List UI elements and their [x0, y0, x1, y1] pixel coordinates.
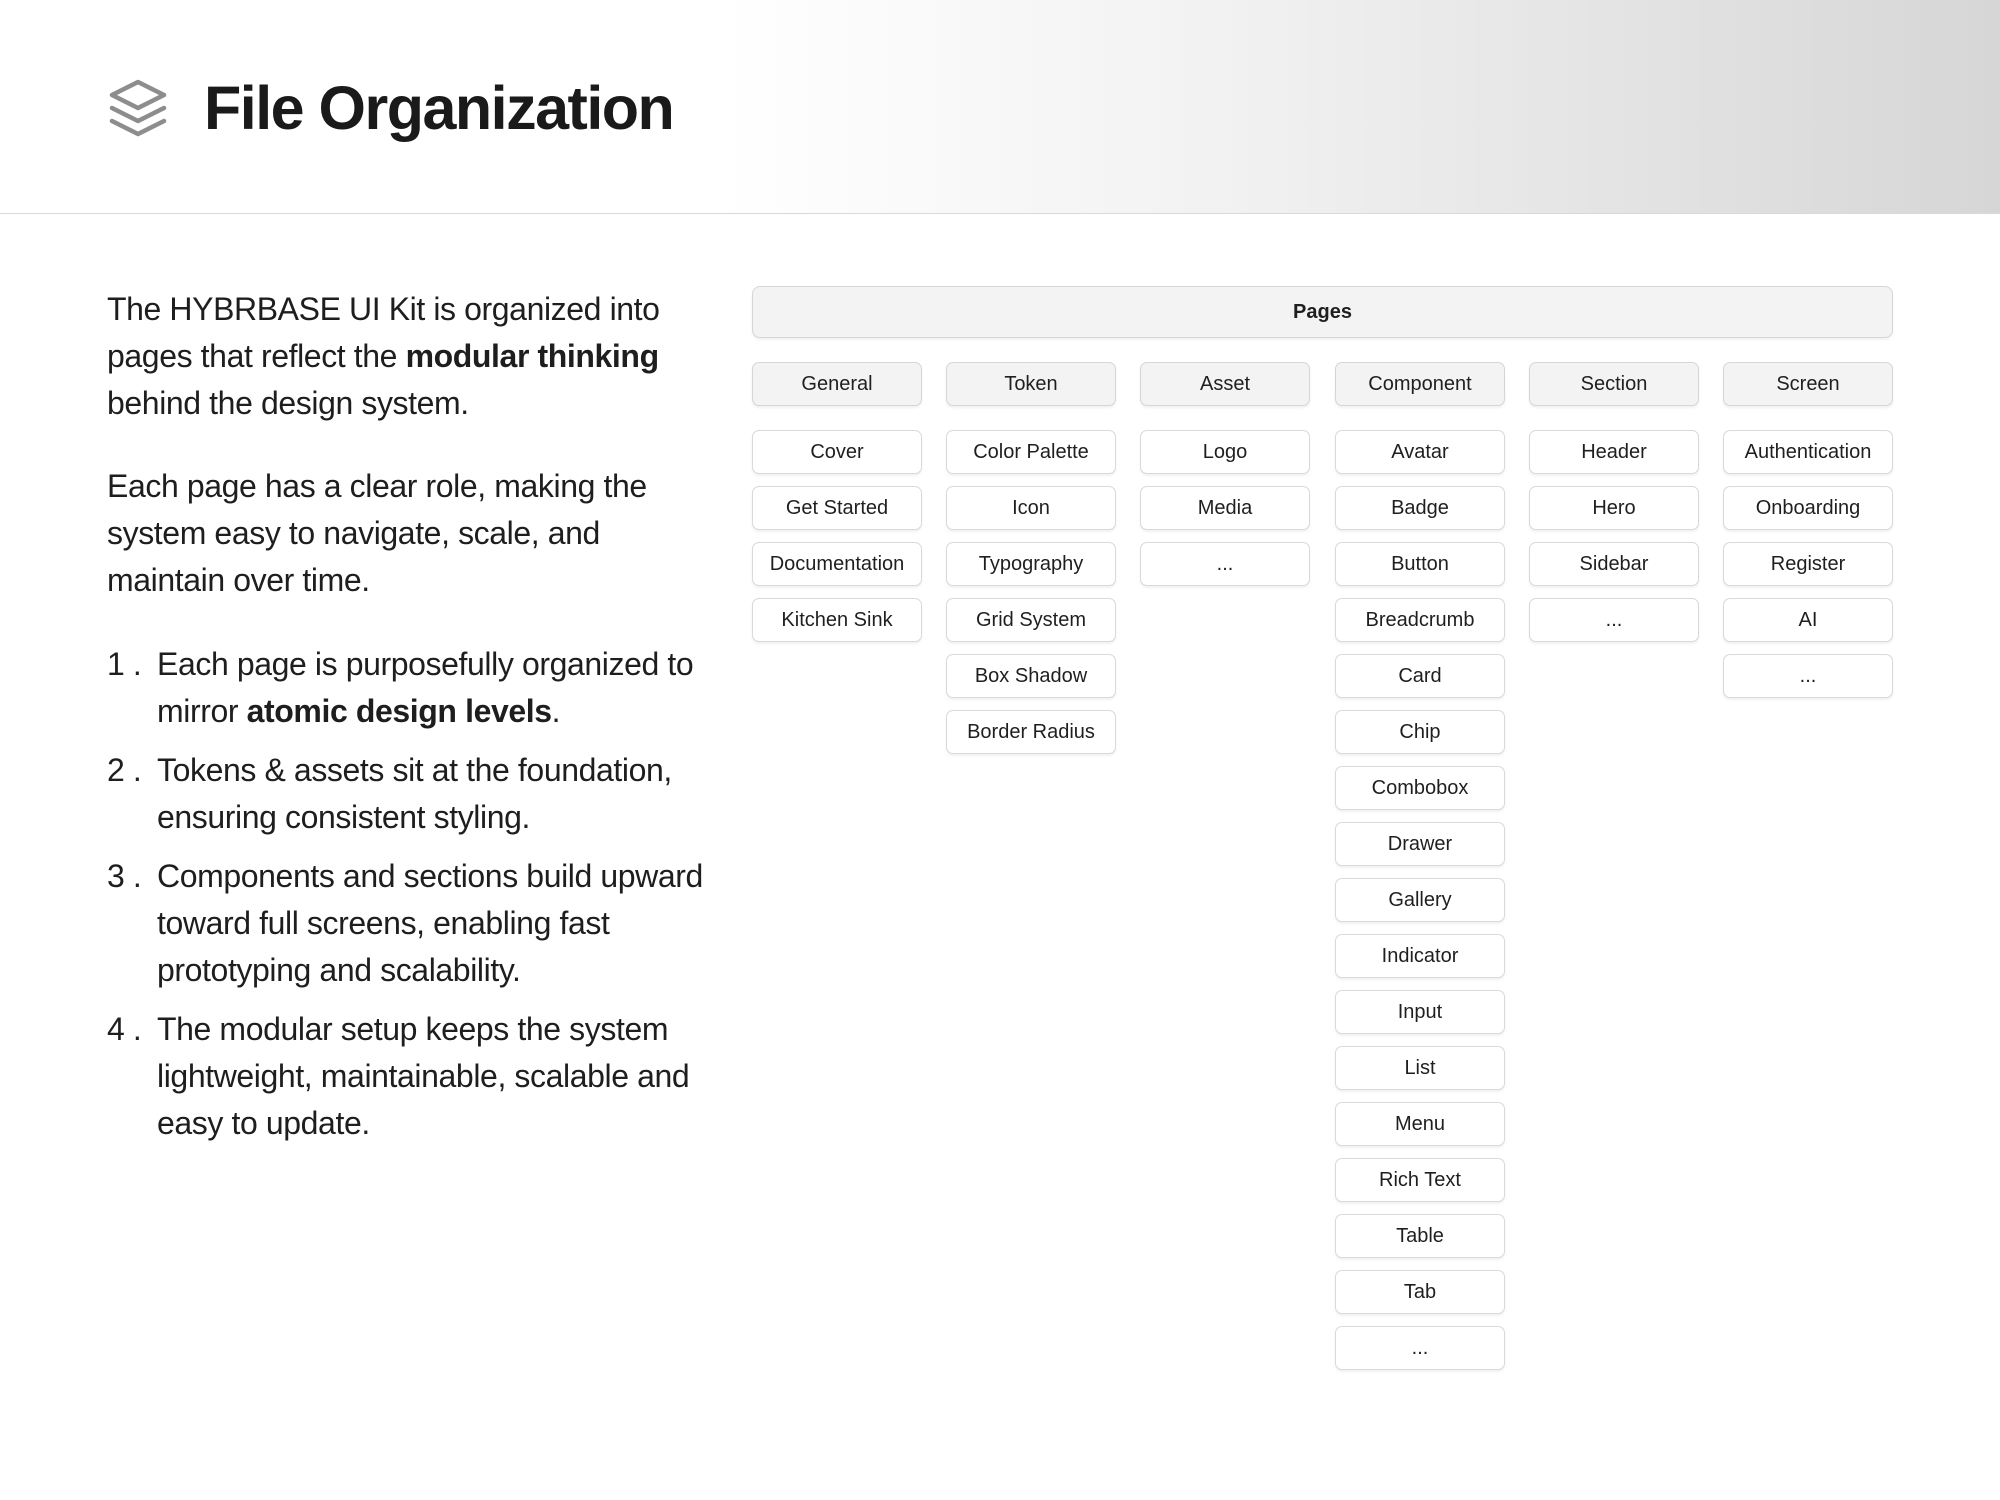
page-node: Box Shadow — [946, 654, 1116, 698]
page-node: Input — [1335, 990, 1505, 1034]
page-node: Cover — [752, 430, 922, 474]
step-text: Each page is purposefully organized to mirror atomic design levels. — [157, 646, 694, 729]
page-node: ... — [1723, 654, 1893, 698]
step-item — [107, 853, 707, 994]
intro-section — [107, 286, 707, 1159]
page-node: Get Started — [752, 486, 922, 530]
step-number: 4 . — [107, 1011, 142, 1047]
step-item — [107, 747, 707, 841]
column-general — [752, 362, 922, 654]
page-node: Gallery — [1335, 878, 1505, 922]
page-node: Onboarding — [1723, 486, 1893, 530]
category-node: General — [752, 362, 922, 406]
category-node: Asset — [1140, 362, 1310, 406]
page-node: Icon — [946, 486, 1116, 530]
pages-diagram — [752, 286, 1893, 1371]
page-node: Sidebar — [1529, 542, 1699, 586]
page-node: Combobox — [1335, 766, 1505, 810]
pages-root-node: Pages — [752, 286, 1893, 338]
page-node: Badge — [1335, 486, 1505, 530]
page-node: Color Palette — [946, 430, 1116, 474]
intro-paragraph: The HYBRBASE UI Kit is organized into pages that reflect the modular thinking behind the design system. — [107, 291, 660, 421]
column-component — [1335, 362, 1505, 1382]
page-node: Hero — [1529, 486, 1699, 530]
layers-icon — [107, 78, 169, 138]
column-screen — [1723, 362, 1893, 710]
page-node: Avatar — [1335, 430, 1505, 474]
step-text: The modular setup keeps the system lightweight, maintainable, scalable and easy to update. — [157, 1011, 690, 1141]
column-section — [1529, 362, 1699, 654]
category-node: Section — [1529, 362, 1699, 406]
page-header — [0, 0, 2000, 214]
page-node: Documentation — [752, 542, 922, 586]
step-number: 2 . — [107, 752, 142, 788]
steps-list — [107, 641, 707, 1147]
page-node: Border Radius — [946, 710, 1116, 754]
step-number: 3 . — [107, 858, 142, 894]
category-node: Token — [946, 362, 1116, 406]
page-node: Menu — [1335, 1102, 1505, 1146]
page-node: AI — [1723, 598, 1893, 642]
page-node: Kitchen Sink — [752, 598, 922, 642]
step-item — [107, 641, 707, 735]
page-node: Button — [1335, 542, 1505, 586]
page-node: Table — [1335, 1214, 1505, 1258]
page-node: Chip — [1335, 710, 1505, 754]
role-paragraph: Each page has a clear role, making the system easy to navigate, scale, and maintain over time. — [107, 468, 647, 598]
page-node: Drawer — [1335, 822, 1505, 866]
page-node: Register — [1723, 542, 1893, 586]
category-node: Component — [1335, 362, 1505, 406]
page-title: File Organization — [204, 74, 674, 142]
column-asset — [1140, 362, 1310, 598]
page-node: Card — [1335, 654, 1505, 698]
page-node: ... — [1140, 542, 1310, 586]
page-node: Authentication — [1723, 430, 1893, 474]
column-token — [946, 362, 1116, 766]
page-node: Tab — [1335, 1270, 1505, 1314]
page-node: Logo — [1140, 430, 1310, 474]
category-node: Screen — [1723, 362, 1893, 406]
page-node: Rich Text — [1335, 1158, 1505, 1202]
page-node: ... — [1335, 1326, 1505, 1370]
page-node: Grid System — [946, 598, 1116, 642]
page-node: Indicator — [1335, 934, 1505, 978]
step-text: Tokens & assets sit at the foundation, ensuring consistent styling. — [157, 752, 672, 835]
step-number: 1 . — [107, 646, 142, 682]
page-node: Header — [1529, 430, 1699, 474]
page-node: Breadcrumb — [1335, 598, 1505, 642]
page-node: Media — [1140, 486, 1310, 530]
step-item — [107, 1006, 707, 1147]
step-text: Components and sections build upward toward full screens, enabling fast prototyping and scalability. — [157, 858, 703, 988]
page-node: ... — [1529, 598, 1699, 642]
page-node: List — [1335, 1046, 1505, 1090]
page-node: Typography — [946, 542, 1116, 586]
